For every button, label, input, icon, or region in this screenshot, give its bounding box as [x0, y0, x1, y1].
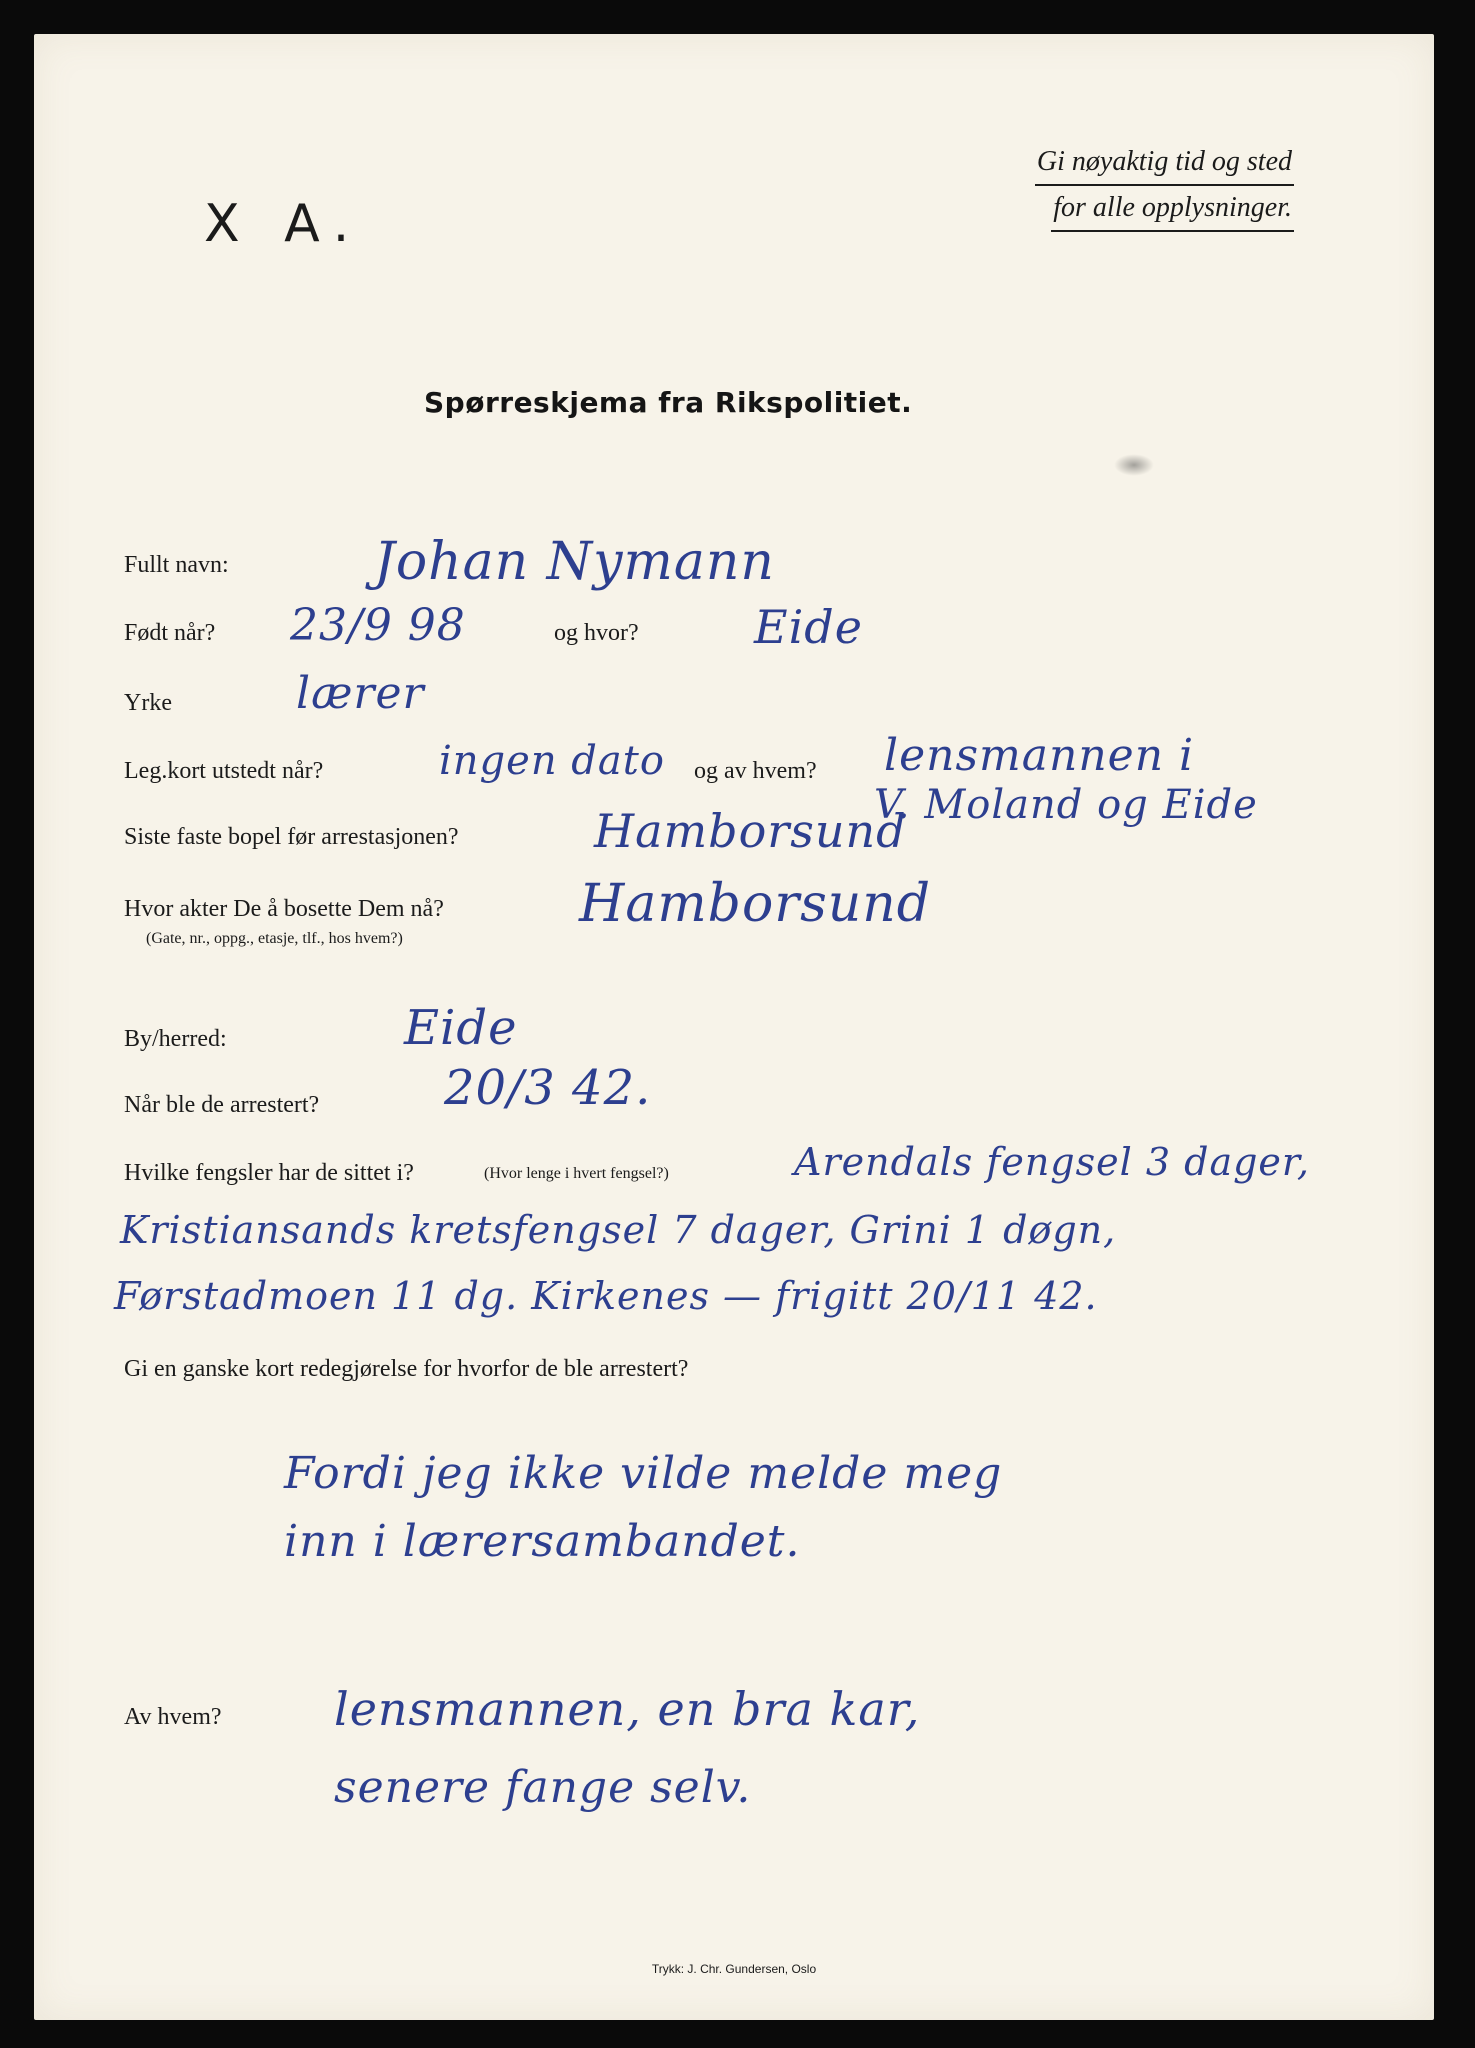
prisons-value-line-1: Arendals fengsel 3 dager,: [794, 1140, 1310, 1184]
settle-sub-label: (Gate, nr., oppg., etasje, tlf., hos hvem?): [146, 930, 403, 947]
settle-label: Hvor akter De å bosette Dem nå?: [124, 896, 444, 922]
town-label: By/herred:: [124, 1026, 227, 1052]
ink-smudge: [1114, 454, 1154, 476]
residence-value: Hamborsund: [594, 804, 907, 858]
arrest-value: 20/3 42.: [444, 1060, 652, 1116]
by-whom-value-line-1: lensmannen, en bra kar,: [334, 1682, 921, 1736]
legcard-value: ingen dato: [439, 738, 665, 784]
born-value: 23/9 98: [290, 600, 466, 651]
instruction-note: [1035, 140, 1294, 232]
reason-value-line-2: inn i lærersambandet.: [284, 1516, 801, 1567]
instruction-line-1: Gi nøyaktig tid og sted: [1035, 140, 1294, 186]
form-title: Spørreskjema fra Rikspolitiet.: [424, 386, 913, 419]
issuer-value-line-1: lensmannen i: [884, 730, 1195, 781]
form-paper: [34, 34, 1434, 2020]
reason-label: Gi en ganske kort redegjørelse for hvorfor de ble arrestert?: [124, 1356, 689, 1382]
by-whom-label: Av hvem?: [124, 1704, 222, 1730]
reason-value-line-1: Fordi jeg ikke vilde melde meg: [284, 1448, 1003, 1499]
by-whom-value-line-2: senere fange selv.: [334, 1762, 752, 1813]
settle-value: Hamborsund: [579, 874, 932, 934]
issuer-value-line-2: V. Moland og Eide: [874, 782, 1258, 828]
job-label: Yrke: [124, 690, 172, 716]
issuer-label: og av hvem?: [694, 758, 817, 784]
corner-mark: X A.: [204, 194, 364, 254]
job-value: lærer: [296, 668, 425, 719]
town-value: Eide: [404, 1000, 518, 1056]
prisons-label: Hvilke fengsler har de sittet i?: [124, 1160, 414, 1186]
born-label: Født når?: [124, 620, 216, 646]
name-label: Fullt navn:: [124, 552, 229, 578]
instruction-line-2: for alle opplysninger.: [1051, 186, 1294, 232]
arrest-label: Når ble de arrestert?: [124, 1092, 320, 1118]
printer-imprint: Trykk: J. Chr. Gundersen, Oslo: [651, 1962, 817, 1976]
residence-label: Siste faste bopel før arrestasjonen?: [124, 824, 459, 850]
name-value: Johan Nymann: [374, 532, 775, 592]
prisons-value-line-2: Kristiansands kretsfengsel 7 dager, Grini 1 døgn,: [120, 1208, 1117, 1252]
where-value: Eide: [754, 600, 863, 654]
prisons-sub-label: (Hvor lenge i hvert fengsel?): [484, 1165, 669, 1182]
legcard-label: Leg.kort utstedt når?: [124, 758, 324, 784]
where-label: og hvor?: [554, 620, 639, 646]
prisons-value-line-3: Førstadmoen 11 dg. Kirkenes — frigitt 20/11 42.: [114, 1274, 1098, 1318]
